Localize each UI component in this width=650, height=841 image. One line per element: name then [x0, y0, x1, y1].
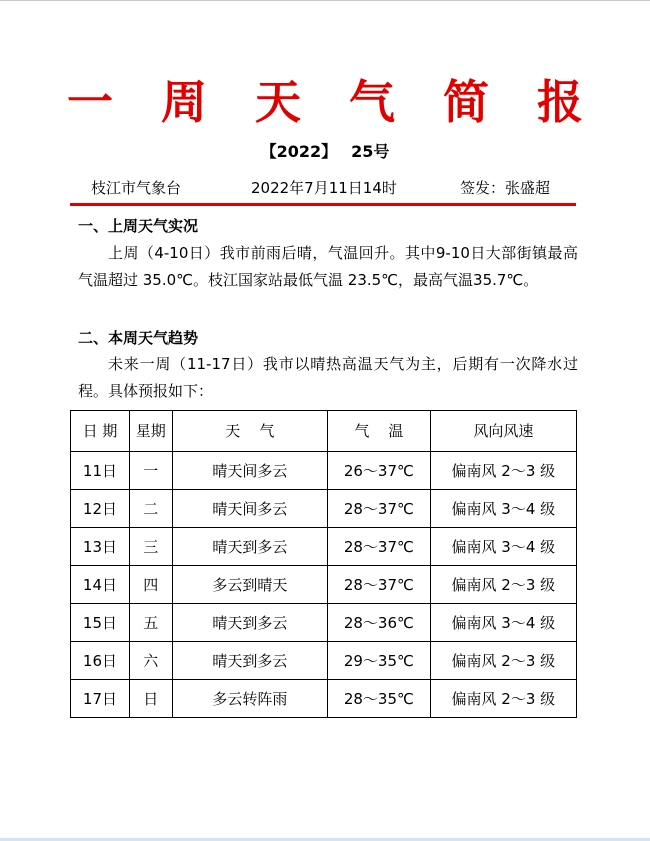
cell-weather: 晴天间多云 — [172, 490, 327, 528]
issue-meta — [0, 177, 650, 199]
cell-temperature: 29～35℃ — [328, 642, 431, 680]
cell-weekday: 四 — [129, 566, 172, 604]
cell-temperature: 28～37℃ — [328, 566, 431, 604]
cell-temperature: 28～37℃ — [328, 528, 431, 566]
cell-date: 13日 — [71, 528, 130, 566]
cell-weekday: 五 — [129, 604, 172, 642]
section-heading-this-week: 二、本周天气趋势 — [78, 329, 199, 347]
issuing-org: 枝江市气象台 — [91, 179, 182, 197]
cell-weather: 晴天到多云 — [172, 642, 327, 680]
table-row — [71, 452, 577, 490]
title-char: 一 — [67, 75, 113, 129]
signer: 签发：张盛超 — [460, 179, 551, 197]
cell-temperature: 28～36℃ — [328, 604, 431, 642]
title-char: 周 — [161, 75, 207, 129]
title-char: 报 — [537, 75, 583, 129]
cell-weather: 多云转阵雨 — [172, 680, 327, 718]
section-heading-last-week: 一、上周天气实况 — [78, 217, 199, 235]
cell-wind: 偏南风 2～3 级 — [430, 452, 576, 490]
cell-date: 15日 — [71, 604, 130, 642]
cell-weekday: 日 — [129, 680, 172, 718]
issue-datetime: 2022年7月11日14时 — [251, 179, 397, 197]
table-header-row — [71, 411, 577, 452]
table-row — [71, 566, 577, 604]
cell-wind: 偏南风 3～4 级 — [430, 528, 576, 566]
issue-year: 【2022】 — [260, 142, 338, 161]
cell-date: 14日 — [71, 566, 130, 604]
cell-wind: 偏南风 2～3 级 — [430, 680, 576, 718]
section-body-last-week: 上周（4-10日）我市前雨后晴，气温回升。其中9-10日大部街镇最高气温超过 35.0℃。枝江国家站最低气温 23.5℃，最高气温35.7℃。 — [78, 244, 578, 289]
cell-weekday: 六 — [129, 642, 172, 680]
cell-wind: 偏南风 3～4 级 — [430, 604, 576, 642]
issue-number — [0, 140, 650, 164]
red-divider — [70, 203, 576, 206]
cell-date: 12日 — [71, 490, 130, 528]
col-header-weekday: 星期 — [129, 411, 172, 452]
table-row — [71, 680, 577, 718]
title-char: 天 — [255, 75, 301, 129]
cell-wind: 偏南风 3～4 级 — [430, 490, 576, 528]
col-header-weather: 天 气 — [172, 411, 327, 452]
cell-weather: 多云到晴天 — [172, 566, 327, 604]
table-row — [71, 528, 577, 566]
cell-wind: 偏南风 2～3 级 — [430, 566, 576, 604]
report-title — [60, 72, 590, 132]
cell-date: 11日 — [71, 452, 130, 490]
col-header-wind: 风向风速 — [430, 411, 576, 452]
cell-date: 16日 — [71, 642, 130, 680]
cell-weekday: 二 — [129, 490, 172, 528]
col-header-temperature: 气 温 — [328, 411, 431, 452]
cell-weather: 晴天间多云 — [172, 452, 327, 490]
cell-weekday: 三 — [129, 528, 172, 566]
cell-temperature: 28～37℃ — [328, 490, 431, 528]
title-char: 简 — [443, 75, 489, 129]
section-body-this-week: 未来一周（11-17日）我市以晴热高温天气为主，后期有一次降水过程。具体预报如下： — [78, 355, 578, 400]
cell-date: 17日 — [71, 680, 130, 718]
cell-weekday: 一 — [129, 452, 172, 490]
table-row — [71, 604, 577, 642]
cell-wind: 偏南风 2～3 级 — [430, 642, 576, 680]
table-row — [71, 490, 577, 528]
issue-no: 25号 — [351, 142, 390, 161]
table-row — [71, 642, 577, 680]
cell-weather: 晴天到多云 — [172, 528, 327, 566]
cell-temperature: 26～37℃ — [328, 452, 431, 490]
forecast-table — [70, 410, 577, 718]
title-char: 气 — [349, 75, 395, 129]
cell-temperature: 28～35℃ — [328, 680, 431, 718]
col-header-date: 日 期 — [71, 411, 130, 452]
cell-weather: 晴天到多云 — [172, 604, 327, 642]
top-border — [0, 0, 650, 1]
